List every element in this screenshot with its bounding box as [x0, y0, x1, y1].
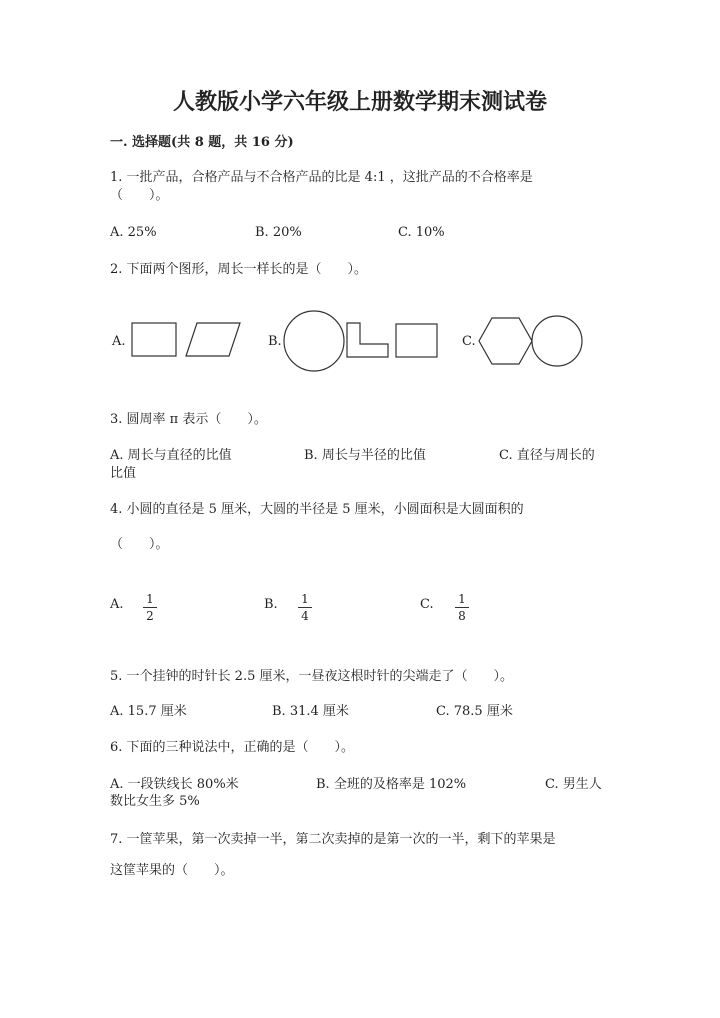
q1-text: 1. 一批产品，合格产品与不合格产品的比是 4:1 ，这批产品的不合格率是: [110, 170, 533, 185]
parallelogram-shape: [186, 323, 240, 356]
q6-option-c: C. 男生人: [545, 777, 602, 792]
l-shape: [347, 323, 388, 357]
q5-text: 5. 一个挂钟的时针长 2.5 厘米，一昼夜这根时针的尖端走了（ ）。: [110, 669, 513, 684]
q1-option-a: A. 25%: [110, 225, 157, 240]
q1-option-b: B. 20%: [255, 225, 302, 240]
q2-text: 2. 下面两个图形，周长一样长的是（ ）。: [110, 262, 368, 277]
q4-option-c: C.: [420, 597, 434, 612]
page-title: 人教版小学六年级上册数学期末测试卷: [172, 89, 547, 115]
q6-text: 6. 下面的三种说法中，正确的是（ ）。: [110, 740, 355, 755]
q3-option-a: A. 周长与直径的比值: [110, 448, 232, 463]
square-shape: [396, 324, 437, 357]
q5-option-a: A. 15.7 厘米: [110, 704, 187, 719]
circle-shape: [532, 316, 582, 366]
hexagon-shape: [479, 318, 532, 364]
q4-text: 4. 小圆的直径是 5 厘米，大圆的半径是 5 厘米，小圆面积是大圆面积的: [110, 502, 524, 517]
q3-text: 3. 圆周率 π 表示（ ）。: [110, 412, 267, 427]
q6-option-a: A. 一段铁线长 80%米: [110, 777, 239, 792]
fraction-one-quarter: 1 4: [298, 592, 312, 623]
q2-label-b: B.: [268, 334, 282, 349]
section-heading: 一. 选择题(共 8 题，共 16 分): [110, 135, 294, 150]
fraction-one-half: 1 2: [143, 592, 157, 623]
q3-option-c: C. 直径与周长的: [499, 448, 595, 463]
q3-option-b: B. 周长与半径的比值: [304, 448, 426, 463]
q1-option-c: C. 10%: [398, 225, 445, 240]
q7-text-cont: 这筐苹果的（ ）。: [110, 863, 234, 878]
q3-option-c-wrap: 比值: [110, 466, 137, 481]
q2-label-a: A.: [112, 334, 126, 349]
q5-option-c: C. 78.5 厘米: [436, 704, 513, 719]
q5-option-b: B. 31.4 厘米: [272, 704, 349, 719]
q7-text: 7. 一筐苹果，第一次卖掉一半，第二次卖掉的是第一次的一半，剩下的苹果是: [110, 832, 556, 847]
fraction-one-eighth: 1 8: [455, 592, 469, 623]
q4-option-b: B.: [264, 597, 278, 612]
q4-option-a: A.: [110, 597, 124, 612]
large-circle-shape: [284, 311, 344, 371]
q1-blank: （ ）。: [110, 188, 169, 203]
q6-option-c-wrap: 数比女生多 5%: [110, 794, 200, 809]
q4-blank: （ ）。: [110, 537, 169, 552]
q2-label-c: C.: [462, 334, 476, 349]
q6-option-b: B. 全班的及格率是 102%: [316, 777, 467, 792]
rectangle-shape: [132, 323, 176, 356]
